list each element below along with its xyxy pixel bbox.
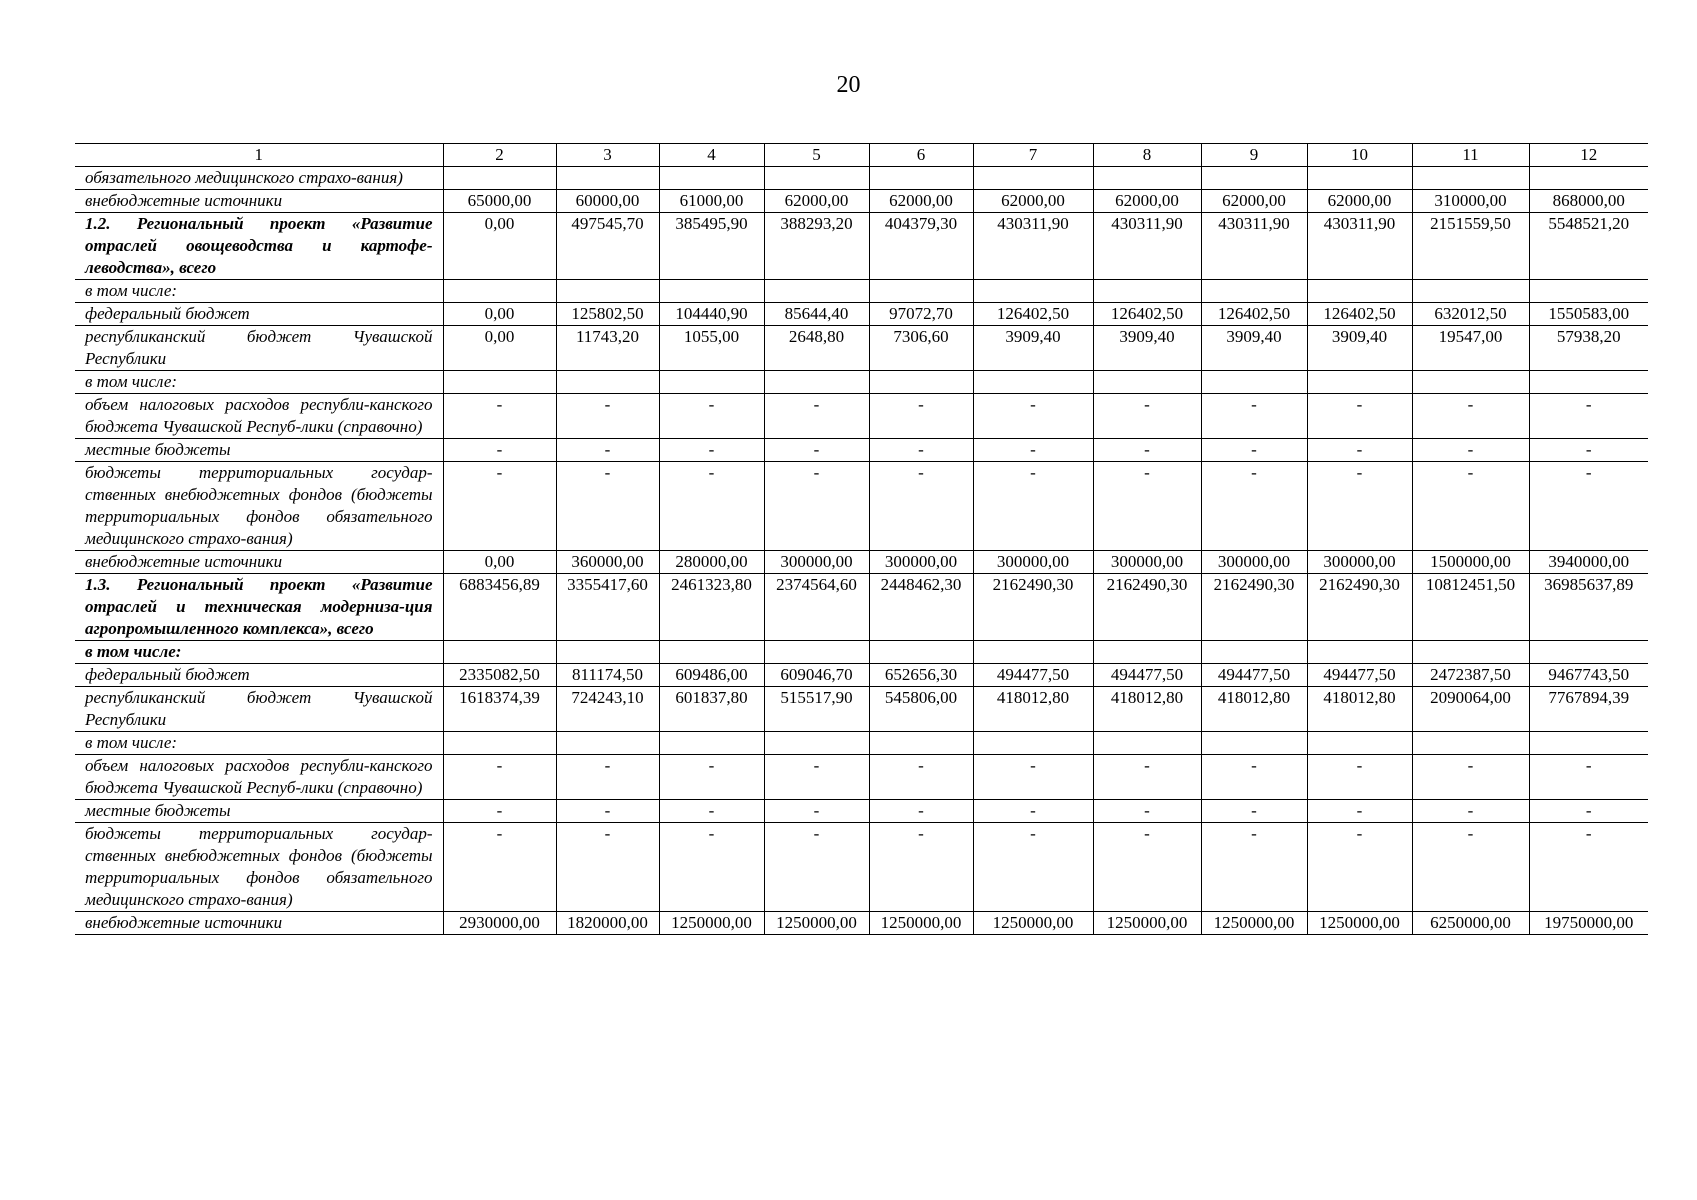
table-cell: -: [1529, 394, 1648, 439]
table-cell: 418012,80: [1093, 687, 1201, 732]
table-cell: -: [1093, 394, 1201, 439]
table-cell: -: [1307, 755, 1412, 800]
table-cell: 62000,00: [1201, 190, 1307, 213]
table-cell: -: [659, 462, 764, 551]
table-cell: [764, 280, 869, 303]
table-cell: [1307, 641, 1412, 664]
table-cell: 3909,40: [1093, 326, 1201, 371]
table-cell: [1529, 732, 1648, 755]
table-cell: -: [1201, 439, 1307, 462]
table-cell: -: [556, 800, 659, 823]
table-cell: -: [1307, 823, 1412, 912]
table-cell: 9467743,50: [1529, 664, 1648, 687]
table-cell: [1529, 280, 1648, 303]
table-cell: 2930000,00: [443, 912, 556, 935]
table-cell: -: [659, 394, 764, 439]
table-cell: -: [1529, 439, 1648, 462]
table-cell: 385495,90: [659, 213, 764, 280]
table-cell: 3909,40: [973, 326, 1093, 371]
table-cell: [973, 280, 1093, 303]
table-cell: 3355417,60: [556, 574, 659, 641]
table-row: [75, 394, 1648, 439]
table-cell: 126402,50: [1093, 303, 1201, 326]
table-row: [75, 303, 1648, 326]
table-cell: 10812451,50: [1412, 574, 1529, 641]
table-cell: -: [1529, 755, 1648, 800]
table-row: [75, 462, 1648, 551]
table-header-row: [75, 144, 1648, 167]
table-cell: [973, 641, 1093, 664]
table-cell: [973, 371, 1093, 394]
table-row: [75, 551, 1648, 574]
table-cell: 0,00: [443, 551, 556, 574]
table-cell: 2335082,50: [443, 664, 556, 687]
table-cell: 62000,00: [1093, 190, 1201, 213]
table-cell: 6883456,89: [443, 574, 556, 641]
table-cell: -: [1201, 462, 1307, 551]
table-cell: 62000,00: [764, 190, 869, 213]
table-cell: -: [1529, 462, 1648, 551]
table-row: [75, 912, 1648, 935]
table-cell: 1820000,00: [556, 912, 659, 935]
table-cell: 57938,20: [1529, 326, 1648, 371]
table-cell: 310000,00: [1412, 190, 1529, 213]
column-header: 1: [75, 144, 443, 167]
table-cell: 430311,90: [973, 213, 1093, 280]
table-cell: 418012,80: [1307, 687, 1412, 732]
table-row: [75, 664, 1648, 687]
table-cell: 2151559,50: [1412, 213, 1529, 280]
table-cell: 280000,00: [659, 551, 764, 574]
row-label: местные бюджеты: [75, 439, 443, 462]
table-cell: -: [556, 823, 659, 912]
table-cell: [1412, 280, 1529, 303]
table-cell: 1250000,00: [659, 912, 764, 935]
table-cell: 19547,00: [1412, 326, 1529, 371]
row-label: в том числе:: [75, 280, 443, 303]
table-cell: -: [1201, 800, 1307, 823]
table-cell: -: [1412, 755, 1529, 800]
table-cell: 1500000,00: [1412, 551, 1529, 574]
table-cell: 125802,50: [556, 303, 659, 326]
table-cell: 3909,40: [1201, 326, 1307, 371]
table-cell: 3940000,00: [1529, 551, 1648, 574]
table-cell: -: [869, 462, 973, 551]
table-cell: 300000,00: [764, 551, 869, 574]
table-cell: [973, 732, 1093, 755]
table-cell: [556, 280, 659, 303]
table-cell: 300000,00: [1307, 551, 1412, 574]
table-cell: [659, 280, 764, 303]
row-label: в том числе:: [75, 371, 443, 394]
table-cell: -: [659, 823, 764, 912]
table-cell: 2090064,00: [1412, 687, 1529, 732]
table-row: [75, 687, 1648, 732]
table-cell: -: [869, 800, 973, 823]
table-cell: [659, 641, 764, 664]
table-cell: -: [1307, 462, 1412, 551]
table-cell: -: [556, 439, 659, 462]
table-cell: [443, 167, 556, 190]
table-cell: 418012,80: [973, 687, 1093, 732]
table-cell: 0,00: [443, 326, 556, 371]
table-cell: [869, 641, 973, 664]
table-cell: 430311,90: [1201, 213, 1307, 280]
table-cell: 126402,50: [1307, 303, 1412, 326]
table-cell: -: [556, 462, 659, 551]
table-cell: 300000,00: [1093, 551, 1201, 574]
table-cell: -: [869, 394, 973, 439]
table-cell: -: [443, 394, 556, 439]
row-label: бюджеты территориальных государ-ственных внебюджетных фондов (бюджеты территориальных фондов обязательного медицинского страхо-вания): [75, 823, 443, 912]
table-cell: [764, 371, 869, 394]
table-cell: 494477,50: [973, 664, 1093, 687]
table-cell: [764, 167, 869, 190]
table-cell: 418012,80: [1201, 687, 1307, 732]
table-cell: 2162490,30: [973, 574, 1093, 641]
table-cell: 300000,00: [1201, 551, 1307, 574]
table-cell: 2374564,60: [764, 574, 869, 641]
table-cell: -: [443, 439, 556, 462]
table-cell: [1201, 641, 1307, 664]
budget-table: [75, 143, 1648, 935]
table-cell: 360000,00: [556, 551, 659, 574]
table-cell: 632012,50: [1412, 303, 1529, 326]
table-cell: 2472387,50: [1412, 664, 1529, 687]
table-cell: [1529, 167, 1648, 190]
table-cell: [1412, 167, 1529, 190]
row-label: в том числе:: [75, 641, 443, 664]
row-label: внебюджетные источники: [75, 190, 443, 213]
table-cell: 19750000,00: [1529, 912, 1648, 935]
table-cell: [869, 732, 973, 755]
table-cell: 104440,90: [659, 303, 764, 326]
table-cell: -: [973, 394, 1093, 439]
table-cell: [1529, 371, 1648, 394]
table-cell: 1250000,00: [869, 912, 973, 935]
table-cell: -: [659, 439, 764, 462]
table-row: [75, 823, 1648, 912]
table-cell: 1250000,00: [764, 912, 869, 935]
row-label: обязательного медицинского страхо-вания): [75, 167, 443, 190]
table-cell: -: [973, 755, 1093, 800]
table-row: [75, 371, 1648, 394]
column-header: 6: [869, 144, 973, 167]
table-cell: -: [764, 439, 869, 462]
table-cell: -: [556, 755, 659, 800]
table-cell: 2162490,30: [1307, 574, 1412, 641]
table-cell: -: [764, 823, 869, 912]
row-label: 1.3. Региональный проект «Развитие отраслей и техническая модерниза-ция агропромышленного комплекса», всего: [75, 574, 443, 641]
table-cell: -: [973, 439, 1093, 462]
table-cell: 494477,50: [1201, 664, 1307, 687]
table-row: [75, 213, 1648, 280]
table-cell: [1307, 280, 1412, 303]
table-cell: 0,00: [443, 303, 556, 326]
row-label: республиканский бюджет Чувашской Республики: [75, 326, 443, 371]
table-cell: 1250000,00: [1307, 912, 1412, 935]
table-cell: [659, 167, 764, 190]
table-cell: 6250000,00: [1412, 912, 1529, 935]
table-cell: 545806,00: [869, 687, 973, 732]
table-cell: [443, 732, 556, 755]
table-cell: [443, 641, 556, 664]
row-label: федеральный бюджет: [75, 303, 443, 326]
table-cell: [1201, 371, 1307, 394]
table-cell: -: [1201, 394, 1307, 439]
table-cell: [1093, 371, 1201, 394]
table-cell: -: [1529, 800, 1648, 823]
table-cell: [1093, 732, 1201, 755]
table-cell: -: [443, 755, 556, 800]
column-header: 9: [1201, 144, 1307, 167]
table-cell: [556, 167, 659, 190]
table-cell: 811174,50: [556, 664, 659, 687]
row-label: объем налоговых расходов республи-канского бюджета Чувашской Респуб-лики (справочно): [75, 394, 443, 439]
table-cell: [1201, 280, 1307, 303]
table-cell: 2648,80: [764, 326, 869, 371]
table-cell: [556, 641, 659, 664]
table-cell: -: [764, 462, 869, 551]
table-row: [75, 574, 1648, 641]
column-header: 7: [973, 144, 1093, 167]
table-cell: 1250000,00: [1093, 912, 1201, 935]
table-cell: 5548521,20: [1529, 213, 1648, 280]
table-cell: 62000,00: [1307, 190, 1412, 213]
table-cell: [556, 371, 659, 394]
table-cell: -: [556, 394, 659, 439]
table-cell: 65000,00: [443, 190, 556, 213]
table-row: [75, 326, 1648, 371]
table-cell: 430311,90: [1093, 213, 1201, 280]
table-cell: -: [1412, 800, 1529, 823]
table-cell: 1055,00: [659, 326, 764, 371]
row-label: внебюджетные источники: [75, 551, 443, 574]
table-cell: [869, 167, 973, 190]
table-cell: 61000,00: [659, 190, 764, 213]
table-cell: 1250000,00: [1201, 912, 1307, 935]
table-cell: -: [1412, 439, 1529, 462]
table-cell: [1307, 732, 1412, 755]
table-cell: [1412, 732, 1529, 755]
table-cell: [443, 371, 556, 394]
table-cell: -: [1201, 823, 1307, 912]
table-cell: 1550583,00: [1529, 303, 1648, 326]
table-cell: -: [764, 800, 869, 823]
table-cell: -: [443, 800, 556, 823]
table-cell: [1412, 641, 1529, 664]
table-cell: 609046,70: [764, 664, 869, 687]
table-cell: 2461323,80: [659, 574, 764, 641]
table-cell: [659, 371, 764, 394]
column-header: 10: [1307, 144, 1412, 167]
table-row: [75, 439, 1648, 462]
table-cell: [869, 371, 973, 394]
column-header: 2: [443, 144, 556, 167]
table-cell: 126402,50: [973, 303, 1093, 326]
table-cell: -: [659, 800, 764, 823]
table-cell: 126402,50: [1201, 303, 1307, 326]
table-cell: -: [1093, 755, 1201, 800]
table-cell: -: [1529, 823, 1648, 912]
row-label: в том числе:: [75, 732, 443, 755]
table-row: [75, 755, 1648, 800]
table-cell: [973, 167, 1093, 190]
row-label: республиканский бюджет Чувашской Республики: [75, 687, 443, 732]
table-cell: -: [764, 755, 869, 800]
table-cell: 2448462,30: [869, 574, 973, 641]
table-cell: -: [869, 755, 973, 800]
column-header: 3: [556, 144, 659, 167]
row-label: 1.2. Региональный проект «Развитие отраслей овощеводства и картофе-леводства», всего: [75, 213, 443, 280]
table-cell: -: [443, 462, 556, 551]
table-cell: 1618374,39: [443, 687, 556, 732]
row-label: объем налоговых расходов республи-канского бюджета Чувашской Респуб-лики (справочно): [75, 755, 443, 800]
table-cell: [1307, 167, 1412, 190]
table-cell: -: [1412, 823, 1529, 912]
table-cell: -: [1201, 755, 1307, 800]
column-header: 12: [1529, 144, 1648, 167]
table-cell: 388293,20: [764, 213, 869, 280]
table-cell: -: [1307, 439, 1412, 462]
table-cell: -: [973, 800, 1093, 823]
table-cell: 62000,00: [869, 190, 973, 213]
table-cell: 3909,40: [1307, 326, 1412, 371]
table-row: [75, 167, 1648, 190]
table-cell: 494477,50: [1307, 664, 1412, 687]
table-cell: -: [1307, 394, 1412, 439]
column-header: 11: [1412, 144, 1529, 167]
table-row: [75, 280, 1648, 303]
table-cell: 60000,00: [556, 190, 659, 213]
row-label: местные бюджеты: [75, 800, 443, 823]
table-row: [75, 800, 1648, 823]
table-cell: 1250000,00: [973, 912, 1093, 935]
row-label: федеральный бюджет: [75, 664, 443, 687]
table-cell: 515517,90: [764, 687, 869, 732]
table-cell: -: [764, 394, 869, 439]
table-cell: 11743,20: [556, 326, 659, 371]
table-cell: 2162490,30: [1201, 574, 1307, 641]
table-cell: -: [869, 439, 973, 462]
table-cell: -: [973, 462, 1093, 551]
table-cell: [556, 732, 659, 755]
table-cell: [1307, 371, 1412, 394]
page-number: 20: [836, 72, 861, 98]
table-cell: 85644,40: [764, 303, 869, 326]
table-cell: [443, 280, 556, 303]
table-cell: [1529, 641, 1648, 664]
column-header: 5: [764, 144, 869, 167]
table-cell: -: [1093, 439, 1201, 462]
table-cell: -: [1412, 394, 1529, 439]
table-cell: 7767894,39: [1529, 687, 1648, 732]
table-cell: [1412, 371, 1529, 394]
table-row: [75, 190, 1648, 213]
table-cell: 62000,00: [973, 190, 1093, 213]
table-cell: 430311,90: [1307, 213, 1412, 280]
table-cell: -: [1093, 823, 1201, 912]
table-cell: [764, 641, 869, 664]
table-cell: 724243,10: [556, 687, 659, 732]
table-cell: 494477,50: [1093, 664, 1201, 687]
table-cell: 652656,30: [869, 664, 973, 687]
table-cell: 36985637,89: [1529, 574, 1648, 641]
table-cell: -: [1093, 800, 1201, 823]
table-cell: -: [443, 823, 556, 912]
table-cell: [869, 280, 973, 303]
table-cell: 601837,80: [659, 687, 764, 732]
table-cell: [1093, 280, 1201, 303]
row-label: бюджеты территориальных государ-ственных внебюджетных фондов (бюджеты территориальных фондов обязательного медицинского страхо-вания): [75, 462, 443, 551]
table-cell: 497545,70: [556, 213, 659, 280]
table-row: [75, 641, 1648, 664]
table-cell: -: [973, 823, 1093, 912]
table-cell: [1201, 732, 1307, 755]
table-cell: 0,00: [443, 213, 556, 280]
table-cell: 2162490,30: [1093, 574, 1201, 641]
table-cell: [764, 732, 869, 755]
table-cell: [1093, 641, 1201, 664]
row-label: внебюджетные источники: [75, 912, 443, 935]
table-cell: 300000,00: [973, 551, 1093, 574]
table-cell: 7306,60: [869, 326, 973, 371]
table-cell: -: [659, 755, 764, 800]
column-header: 4: [659, 144, 764, 167]
table-cell: -: [869, 823, 973, 912]
table-cell: 97072,70: [869, 303, 973, 326]
table-cell: -: [1307, 800, 1412, 823]
table-cell: -: [1093, 462, 1201, 551]
table-cell: 300000,00: [869, 551, 973, 574]
table-cell: [659, 732, 764, 755]
table-cell: 868000,00: [1529, 190, 1648, 213]
table-cell: 609486,00: [659, 664, 764, 687]
table-row: [75, 732, 1648, 755]
table-cell: 404379,30: [869, 213, 973, 280]
table-cell: [1201, 167, 1307, 190]
table-cell: -: [1412, 462, 1529, 551]
table-cell: [1093, 167, 1201, 190]
column-header: 8: [1093, 144, 1201, 167]
